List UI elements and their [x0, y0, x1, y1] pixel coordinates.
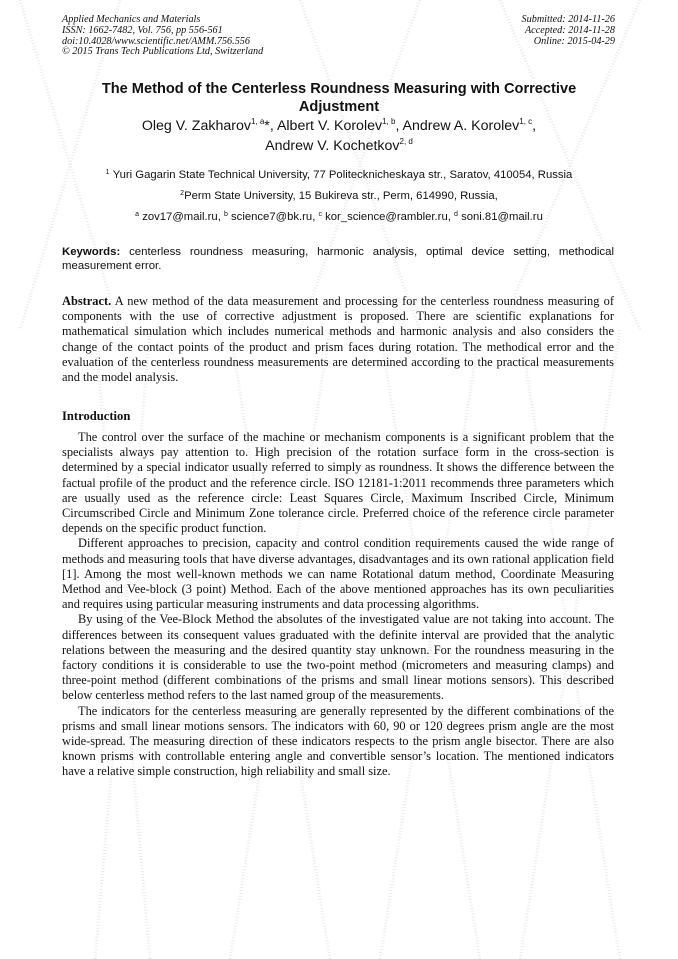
keywords-label: Keywords: [62, 246, 121, 258]
paragraph: The control over the surface of the machine or mechanism components is a significant problem that the specialists always pay attention to. High precision of the rotation surface form in the cross-section is determined by a special indicator usually referred to simply as roundness. It shows the difference between the factual profile of the product and the reference circle. ISO 12181-1:2011 recommends three parameters which are usually used as the reference circle: Least Squares Circle, Maximum Inscribed Circle, Minimum Circumscribed Circle and Minimum Zone tolerance circle. Preferred choice of the reference circle parameter depends on the specific product function. [62, 430, 614, 536]
journal-header [62, 15, 263, 58]
email[interactable]: $^c$ kor_science@rambler.ru [318, 211, 448, 223]
keywords [62, 245, 614, 273]
abstract-label: Abstract. [62, 294, 112, 308]
email[interactable]: $^b$ science7@bk.ru [223, 211, 313, 223]
paragraph: By using of the Vee-Block Method the absolutes of the investigated value are not taking into account. The differences between its consequent values graduated with the definite interval are provided that the analytic relations between the measuring and the desired quantity stay unknown. For the roundness measuring in the factory conditions it is considerable to use the two-point method (micrometers and measuring clamps) and three-point method (different combinations of the prisms and small linear motions sensors). This described below centerless method refers to the last named group of the measurements. [62, 612, 614, 703]
journal-doi[interactable]: doi:10.4028/www.scientific.net/AMM.756.556 [62, 35, 250, 47]
publication-dates [522, 15, 615, 47]
affiliation-1: $^1$ Yuri Gagarin State Technical University, 77 Politecknicheskaya str., Saratov, 410054, Russia [105, 169, 573, 181]
journal-copyright: © 2015 Trans Tech Publications Ltd, Switzerland [62, 46, 264, 58]
submitted-date: Submitted: 2014-11-26 [521, 14, 615, 25]
email-list: $^a$ zov17@mail.ru, $^b$ science7@bk.ru, $^c$ kor_science@rambler.ru, $^d$ soni.81@mail.ru [135, 211, 543, 223]
abstract [62, 294, 614, 385]
introduction-body [62, 430, 614, 780]
author: Andrew V. Kochetkov$^{2, d}$ [265, 137, 413, 154]
email[interactable]: $^a$ zov17@mail.ru [135, 211, 218, 223]
section-heading-introduction: Introduction [62, 409, 131, 423]
keywords-text: centerless roundness measuring, harmonic analysis, optimal device setting, methodical measurement error. [62, 246, 614, 272]
paragraph: The indicators for the centerless measuring are generally represented by the different combinations of the prisms and small linear motions sensors. The indicators with 60, 90 or 120 degrees prism angle are the most wide-spread. The measuring direction of these indicators respects to the prism angle bisector. There are also known prisms with controllable entering angle and convertible sensor’s location. The mentioned indicators have a relative simple construction, high reliability and small size. [62, 703, 614, 779]
paper-title: The Method of the Centerless Roundness Measuring with Corrective Adjustment [101, 81, 577, 115]
online-date: Online: 2015-04-29 [533, 35, 615, 47]
affiliation-2: $^2$Perm State University, 15 Bukireva str., Perm, 614990, Russia, [180, 190, 498, 202]
author: Oleg V. Zakharov$^{1, a}$*, [141, 117, 277, 134]
email[interactable]: $^d$ soni.81@mail.ru [454, 211, 543, 223]
journal-name: Applied Mechanics and Materials [62, 14, 201, 25]
accepted-date: Accepted: 2014-11-28 [524, 24, 615, 36]
author: Andrew A. Korolev$^{1, c}$, [402, 117, 537, 134]
author: Albert V. Korolev$^{1, b}$, [276, 117, 403, 134]
journal-issn: ISSN: 1662-7482, Vol. 756, pp 556-561 [62, 24, 223, 36]
abstract-text: A new method of the data measurement and processing for the centerless roundness measuring of components with the use of corrective adjustment is proposed. There are scientific explanations for mathematical simulation which includes numerical methods and harmonic analysis and also considers the change of the contact points of the product and prism faces during rotation. The methodical error and the evaluation of the centerless roundness measurements are determined according to the practical measurements and the model analysis. [62, 294, 614, 385]
paragraph: Different approaches to precision, capacity and control condition requirements caused the wide range of methods and measuring tools that have diverse advantages, disadvantages and its own rational application field [1]. Among the most well-known methods we can name Rotational datum method, Coordinate Measuring Method and Vee-block (3 point) Method. Each of the above mentioned approaches has its own peculiarities and requires using particular measuring instruments and data processing algorithms. [62, 536, 614, 612]
author-list [62, 117, 616, 157]
